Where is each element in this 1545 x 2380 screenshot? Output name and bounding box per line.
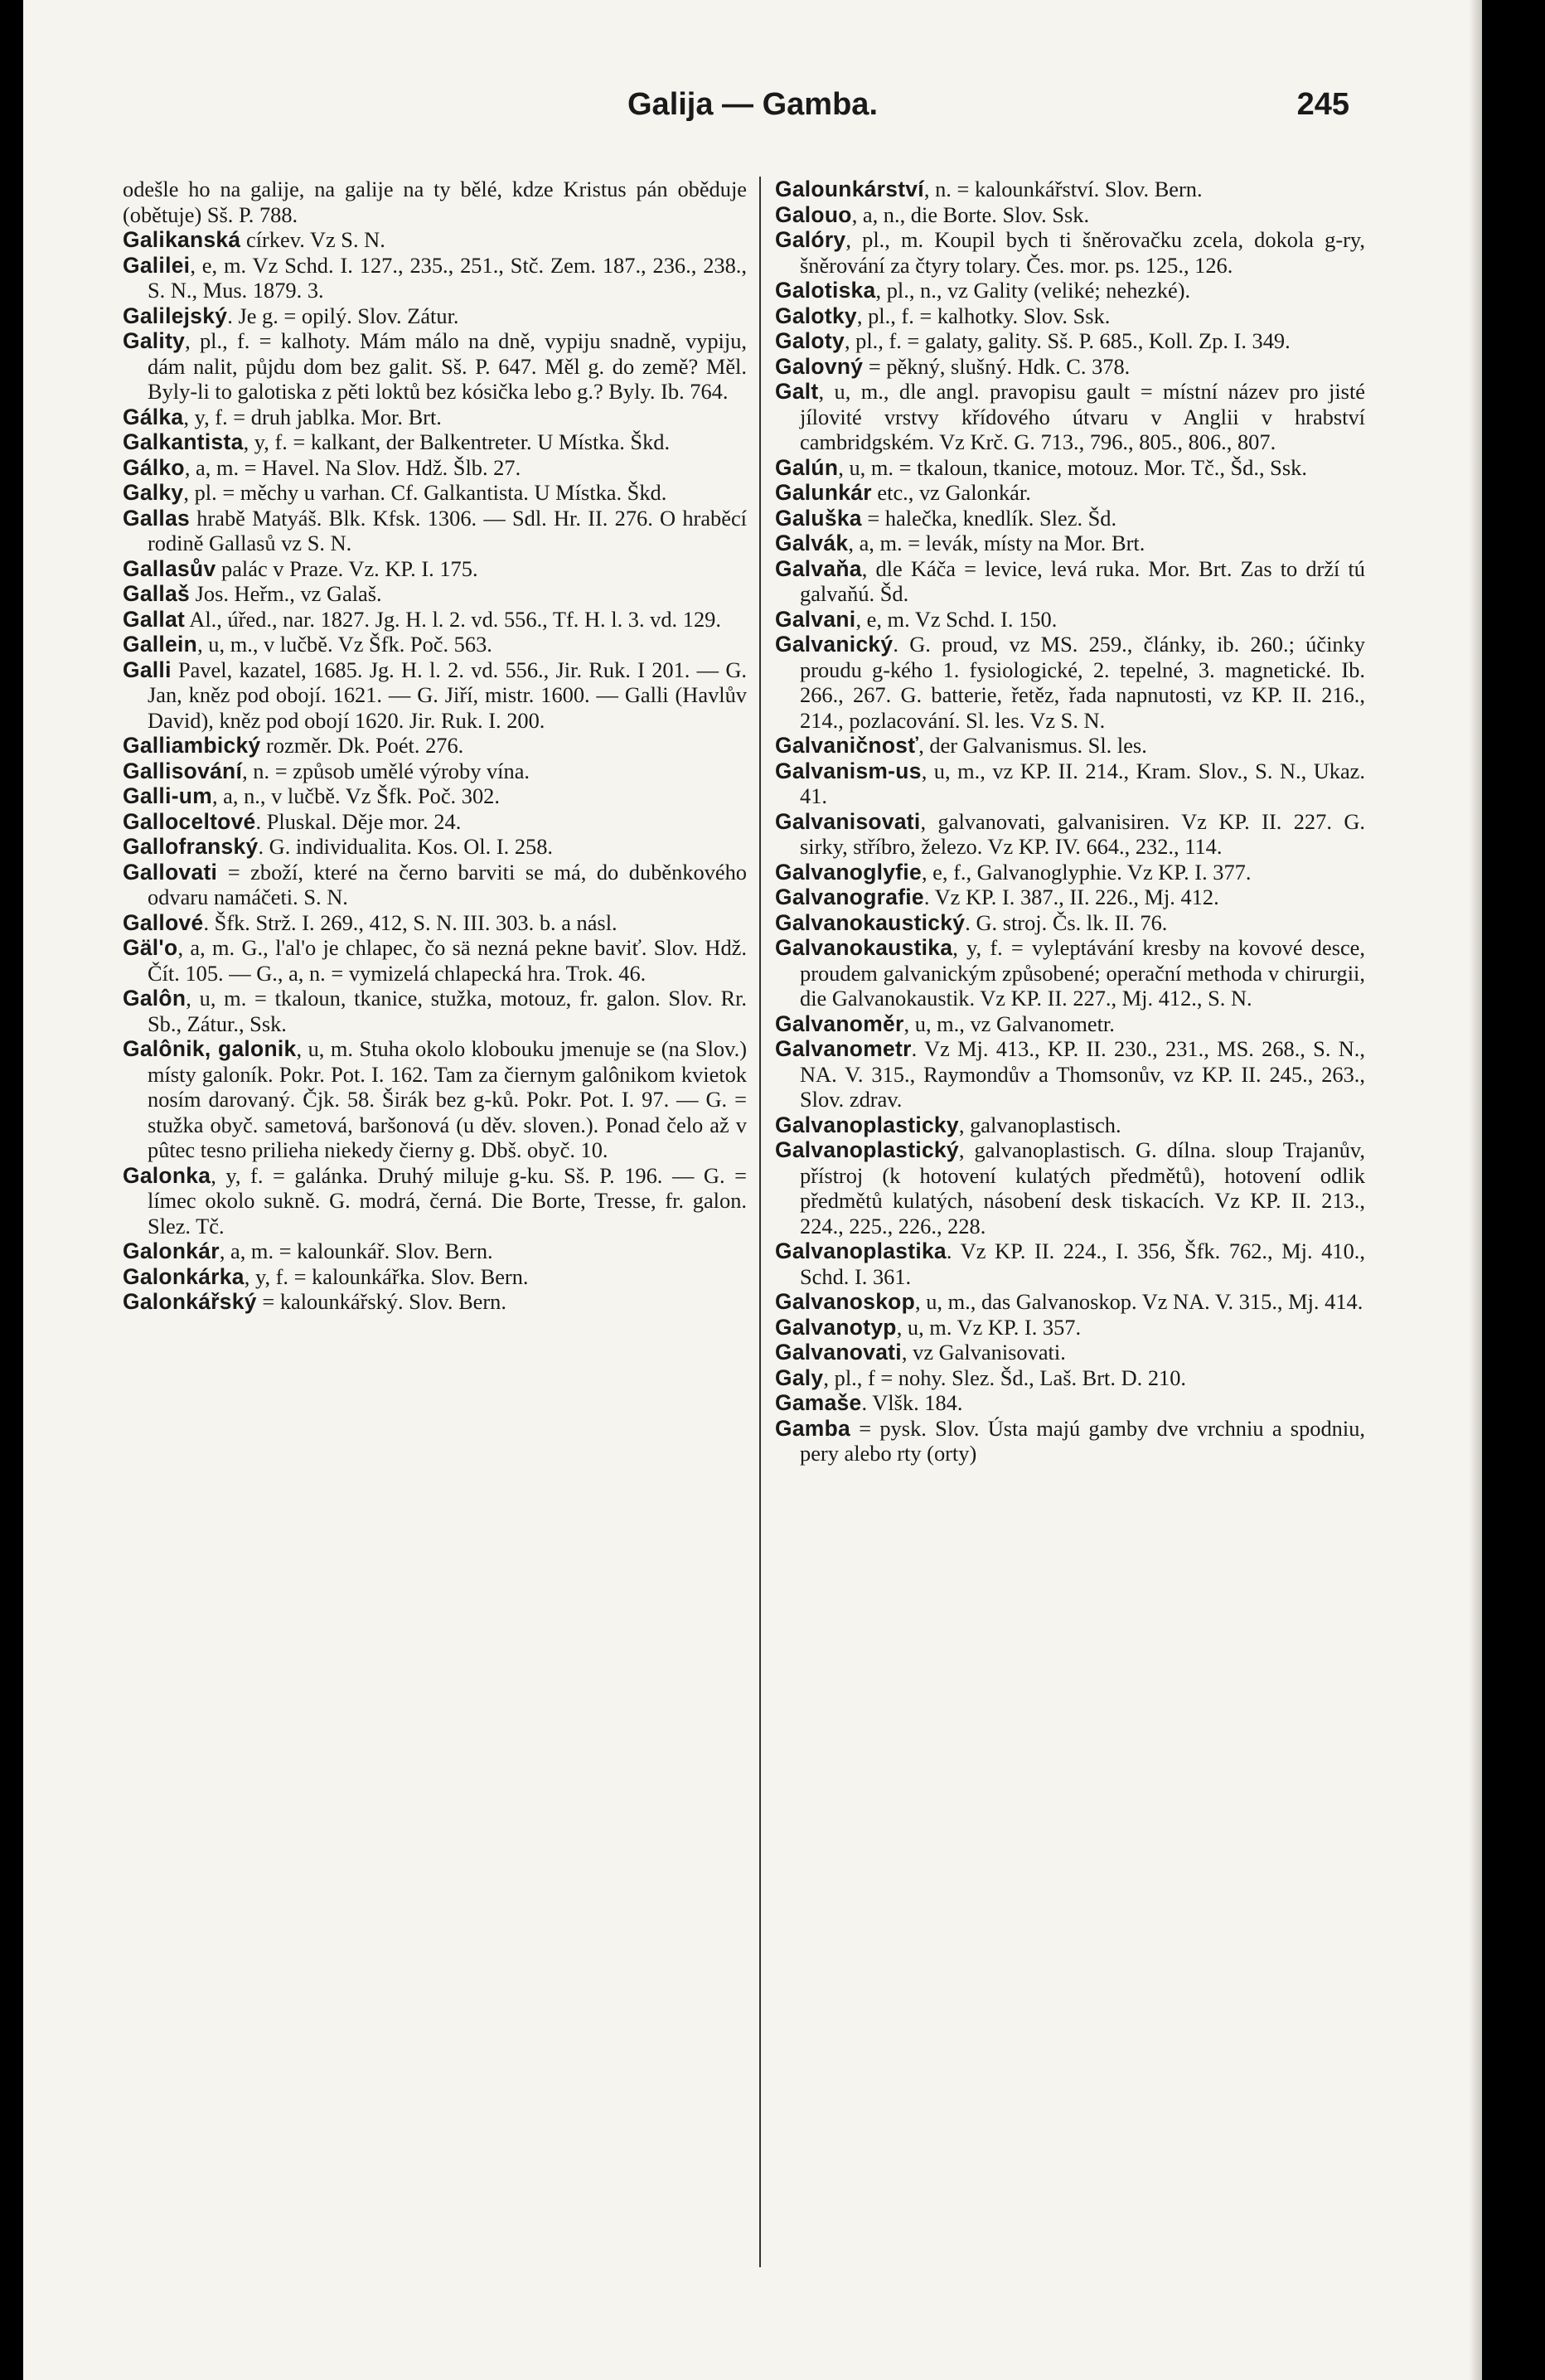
page-edge-shadow <box>1469 0 1482 2380</box>
dictionary-entry <box>123 405 747 430</box>
entry-text: , a, n., v lučbě. Vz Šfk. Poč. 302. <box>211 783 500 808</box>
entry-text: , y, f. = vyleptávání kresby na kovové desce, proudem galvanickým způsobené; operační methoda v chirurgii, die Galvanokaustik. Vz KP. II. 227., Mj. 412., S. N. <box>800 935 1365 1011</box>
dictionary-entry <box>775 733 1365 759</box>
dictionary-entry <box>775 227 1365 278</box>
entry-headword: Galouo <box>775 201 852 227</box>
entry-headword: Gallisování <box>123 758 243 783</box>
entry-headword: Galkantista <box>123 429 244 454</box>
entry-headword: Gallein <box>123 632 198 657</box>
entry-headword: Galóry <box>775 227 846 252</box>
entry-text: . Je g. = opilý. Slov. Zátur. <box>227 303 459 328</box>
entry-text: palác v Praze. Vz. KP. I. 175. <box>216 555 478 581</box>
dictionary-entry <box>775 1112 1365 1138</box>
entry-text: = pěkný, slušný. Hdk. C. 378. <box>863 353 1131 379</box>
page-header <box>23 87 1482 137</box>
entry-text: , a, m. = Havel. Na Slov. Hdž. Šlb. 27. <box>184 454 521 480</box>
entry-headword: Galliambický <box>123 733 261 758</box>
entry-text: , der Galvanismus. Sl. les. <box>918 733 1147 758</box>
dictionary-entry <box>123 581 747 607</box>
entry-headword: Gäl'o <box>123 935 178 960</box>
entry-text: , y, f. = kalounkářka. Slov. Bern. <box>244 1263 529 1289</box>
entry-text: , dle Káča = levice, levá ruka. Mor. Brt. Zas to drží tú galvaňú. Šd. <box>800 555 1365 606</box>
entry-text: , u, m., dle angl. pravopisu gault = místní název pro jisté jílovité vrstvy křídového útvaru v Anglii v hrabství cambridgském. Vz Krč. G. 713., 796., 805., 806., 807. <box>800 379 1365 454</box>
entry-text: , e, m. Vz Schd. I. 150. <box>855 606 1058 632</box>
entry-text: hrabě Matyáš. Blk. Kfsk. 1306. — Sdl. Hr. II. 276. O hraběcí rodině Gallasů vz S. N. <box>148 505 747 555</box>
dictionary-entry <box>123 910 747 936</box>
entry-headword: Gallovati <box>123 859 218 885</box>
entry-text: , u, m. = tkaloun, tkanice, motouz. Mor. Tč., Šd., Ssk. <box>838 454 1307 480</box>
entry-text: , a, m. = kalounkář. Slov. Bern. <box>219 1238 493 1263</box>
entry-text: , pl. = měchy u varhan. Cf. Galkantista. U Místka. Škd. <box>183 480 667 505</box>
entry-headword: Galonka <box>123 1162 211 1188</box>
entry-headword: Galovný <box>775 353 864 379</box>
page-number: 245 <box>1296 87 1349 122</box>
entry-text: . Šfk. Strž. I. 269., 412, S. N. III. 303. b. a násl. <box>203 909 618 935</box>
entry-headword: Galikanská <box>123 227 241 252</box>
entry-text: , a, n., die Borte. Slov. Ssk. <box>851 201 1090 227</box>
dictionary-entry <box>123 834 747 860</box>
entry-headword: Galôn <box>123 986 186 1011</box>
entry-text: Pavel, kazatel, 1685. Jg. H. l. 2. vd. 556., Jir. Ruk. I 201. — G. Jan, kněz pod obojí. 1621. — G. Jiří, mistr. 1600. — Galli (Havlův David), kněz pod obojí 1620. Jir. Ruk. I. 200. <box>148 657 747 733</box>
dictionary-entry <box>775 177 1365 202</box>
entry-text: . Vz Mj. 413., KP. II. 230., 231., MS. 268., S. N., NA. V. 315., Raymondův a Thomsonův, vz KP. II. 245., 263., Slov. zdrav. <box>800 1036 1365 1112</box>
entry-headword: Galvani <box>775 606 856 632</box>
entry-headword: Galt <box>775 379 819 404</box>
dictionary-entry <box>775 910 1365 936</box>
entry-headword: Gamaše <box>775 1390 862 1415</box>
entry-text: = halečka, knedlík. Slez. Šd. <box>861 505 1117 531</box>
entry-headword: Gality <box>123 328 186 353</box>
dictionary-entry <box>775 202 1365 228</box>
entry-headword: Galvanism-us <box>775 758 922 783</box>
entry-headword: Galounkárství <box>775 177 924 201</box>
entry-headword: Galvanografie <box>775 885 924 909</box>
entry-headword: Galvanisovati <box>775 808 921 834</box>
entry-headword: Galvanometr <box>775 1036 912 1061</box>
dictionary-entry <box>123 733 747 759</box>
entry-headword: Galotiska <box>775 278 876 303</box>
dictionary-entry <box>123 657 747 734</box>
dictionary-entry <box>775 1315 1365 1340</box>
dictionary-entry <box>123 328 747 405</box>
entry-headword: Gallofranský <box>123 834 259 859</box>
entry-text: , a, m. G., l'al'o je chlapec, čo sä nezná pekne baviť. Slov. Hdž. Čít. 105. — G., a, n. = vymizelá chlapecká hra. Trok. 46. <box>148 935 747 986</box>
entry-headword: Galvanoglyfie <box>775 859 922 885</box>
entry-text: , pl., f = nohy. Slez. Šd., Laš. Brt. D. 210. <box>823 1365 1187 1390</box>
entry-headword: Galli-um <box>123 783 212 808</box>
entry-headword: Galky <box>123 480 184 505</box>
entry-text: , a, m. = levák, místy na Mor. Brt. <box>848 531 1145 555</box>
dictionary-entry <box>775 860 1365 885</box>
dictionary-entry <box>775 480 1365 506</box>
dictionary-entry <box>775 1390 1365 1416</box>
dictionary-entry <box>775 759 1365 809</box>
entry-headword: Galônik, galonik <box>123 1036 297 1061</box>
dictionary-entry <box>123 253 747 303</box>
entry-text: , galvanoplastisch. <box>958 1112 1121 1137</box>
left-column <box>123 177 747 1315</box>
entry-text: . Vz KP. I. 387., II. 226., Mj. 412. <box>923 885 1219 909</box>
dictionary-entry <box>123 1289 747 1315</box>
entry-text: odešle ho na galije, na galije na ty bělé, kdze Kristus pán oběduje (obětuje) Sš. P. 788. <box>123 177 747 227</box>
column-divider <box>759 177 761 2267</box>
dictionary-entry <box>123 759 747 784</box>
dictionary-entry <box>775 1289 1365 1315</box>
entry-text: , galvanoplastisch. G. dílna. sloup Trajanův, přístroj (k hotovení kulatých předmětů), hotovení odlik předmětů kulatých, násobení desk tiskacích. Vz KP. II. 213., 224., 225., 226., 228. <box>800 1137 1365 1238</box>
entry-headword: Gallat <box>123 606 186 632</box>
entry-headword: Galvanoplastický <box>775 1137 959 1162</box>
entry-headword: Galvanický <box>775 632 894 657</box>
dictionary-entry <box>775 1340 1365 1365</box>
entry-text: , pl., f. = galaty, gality. Sš. P. 685., Koll. Zp. I. 349. <box>844 328 1291 353</box>
entry-headword: Galilei <box>123 252 191 278</box>
entry-text: , y, f. = druh jablka. Mor. Brt. <box>183 404 442 429</box>
dictionary-entry <box>775 1365 1365 1391</box>
dictionary-entry <box>775 455 1365 481</box>
dictionary-entry <box>123 1163 747 1239</box>
entry-headword: Galli <box>123 657 172 682</box>
entry-text: , n. = kalounkářství. Slov. Bern. <box>923 177 1203 201</box>
dictionary-entry <box>123 303 747 329</box>
entry-text: církev. Vz S. N. <box>240 227 385 252</box>
entry-headword: Galonkářský <box>123 1289 257 1314</box>
entry-headword: Galvanotyp <box>775 1314 897 1340</box>
dictionary-entry <box>775 809 1365 860</box>
dictionary-entry <box>775 1011 1365 1037</box>
entry-headword: Galvanoměr <box>775 1011 904 1036</box>
dictionary-entry <box>775 531 1365 556</box>
entry-headword: Galvanoplastika <box>775 1238 947 1263</box>
entry-text: = zboží, které na černo barviti se má, do duběnkového odvaru namáčeti. S. N. <box>148 859 747 909</box>
entry-headword: Gamba <box>775 1415 850 1441</box>
dictionary-entry <box>775 1137 1365 1238</box>
dictionary-entry <box>775 1416 1365 1466</box>
entry-headword: Galvanovati <box>775 1340 902 1365</box>
entry-headword: Galvanoplasticky <box>775 1112 959 1137</box>
entry-text: , y, f. = kalkant, der Balkentreter. U Místka. Škd. <box>243 429 671 454</box>
entry-text: , u, m. = tkaloun, tkanice, stužka, motouz, fr. galon. Slov. Rr. Sb., Zátur., Ssk. <box>148 986 747 1036</box>
entry-text: , pl., n., vz Gality (veliké; nehezké). <box>875 278 1191 303</box>
entry-text: , pl., f. = kalhotky. Slov. Ssk. <box>856 303 1111 328</box>
entry-text: = pysk. Slov. Ústa majú gamby dve vrchniu a spodniu, pery alebo rty (orty) <box>800 1415 1365 1466</box>
entry-text: . G. stroj. Čs. lk. II. 76. <box>965 909 1168 935</box>
entry-text: . G. proud, vz MS. 259., články, ib. 260.; účinky proudu g-kého 1. fysiologické, 2. tepelné, 3. magnetické. Ib. 266., 267. G. batterie, řetěz, řada napnutosti, vz KP. II. 216., 214., pozlacování. Sl. les. Vz S. N. <box>800 632 1365 733</box>
entry-text: . G. individualita. Kos. Ol. I. 258. <box>258 834 553 859</box>
entry-text: = kalounkářský. Slov. Bern. <box>256 1289 506 1314</box>
dictionary-entry <box>123 607 747 633</box>
entry-headword: Gallaš <box>123 581 191 606</box>
running-title: Galija — Gamba. <box>627 87 878 122</box>
dictionary-entry <box>775 885 1365 910</box>
entry-text: Al., úřed., nar. 1827. Jg. H. l. 2. vd. 556., Tf. H. l. 3. vd. 129. <box>185 606 721 632</box>
dictionary-entry <box>775 935 1365 1011</box>
dictionary-entry <box>123 227 747 253</box>
entry-headword: Gallasův <box>123 555 216 581</box>
dictionary-entry <box>123 809 747 835</box>
entry-text: , e, f., Galvanoglyphie. Vz KP. I. 377. <box>921 859 1252 885</box>
entry-headword: Galvaňa <box>775 555 862 581</box>
entry-text: , u, m. Vz KP. I. 357. <box>896 1314 1082 1340</box>
dictionary-entry <box>123 1036 747 1163</box>
entry-headword: Galún <box>775 454 839 480</box>
entry-text: , u, m., vz KP. II. 214., Kram. Slov., S. N., Ukaz. 41. <box>800 758 1365 808</box>
entry-headword: Galonkárka <box>123 1263 245 1289</box>
dictionary-entry <box>775 607 1365 633</box>
entry-headword: Galloceltové <box>123 808 256 834</box>
entry-headword: Gálko <box>123 454 185 480</box>
entry-headword: Galvanoskop <box>775 1289 916 1314</box>
entry-headword: Galilejský <box>123 303 228 328</box>
dictionary-entry <box>123 632 747 657</box>
dictionary-entry <box>775 632 1365 733</box>
entry-headword: Galvanokaustika <box>775 935 953 960</box>
dictionary-entry <box>123 506 747 556</box>
dictionary-entry <box>123 1238 747 1264</box>
entry-text: . Vlšk. 184. <box>861 1390 963 1415</box>
entry-text: Jos. Heřm., vz Galaš. <box>190 581 382 606</box>
entry-text: , pl., m. Koupil bych ti šněrovačku zcela, dokola g-ry, šněrování za čtyry tolary. Čes. mor. ps. 125., 126. <box>800 227 1365 278</box>
dictionary-entry <box>775 556 1365 607</box>
entry-text: , n. = způsob umělé výroby vína. <box>242 758 530 783</box>
entry-text: , u, m., v lučbě. Vz Šfk. Poč. 563. <box>197 632 492 657</box>
dictionary-entry <box>775 379 1365 455</box>
right-column <box>775 177 1365 1466</box>
entry-text: . Pluskal. Děje mor. 24. <box>255 808 462 834</box>
entry-headword: Gálka <box>123 404 184 429</box>
entry-headword: Galvanokaustický <box>775 909 966 935</box>
entry-headword: Galuška <box>775 505 862 531</box>
dictionary-entry <box>775 354 1365 380</box>
entry-text: , u, m., das Galvanoskop. Vz NA. V. 315., Mj. 414. <box>915 1289 1363 1314</box>
entry-text: , u, m., vz Galvanometr. <box>903 1011 1115 1036</box>
dictionary-entry <box>123 935 747 986</box>
dictionary-entry <box>123 480 747 506</box>
dictionary-entry <box>123 860 747 910</box>
entry-headword: Gallas <box>123 505 191 531</box>
entry-headword: Galvaničnosť <box>775 733 919 758</box>
entry-text: . Vz KP. II. 224., I. 356, Šfk. 762., Mj. 410., Schd. I. 361. <box>800 1238 1365 1289</box>
entry-headword: Galoty <box>775 328 845 353</box>
entry-headword: Galvák <box>775 531 849 555</box>
entry-text: , pl., f. = kalhoty. Mám málo na dně, vypiju snadně, vypiju, dám nalit, půjdu dom bez galit. Sš. P. 647. Měl g. do země? Měl. Byly-li to galotiska z pěti loktů bez kósička lebo g.? Byly. Ib. 764. <box>148 328 747 404</box>
entry-text: etc., vz Galonkár. <box>871 480 1031 505</box>
dictionary-entry <box>123 177 747 227</box>
entry-text: , e, m. Vz Schd. I. 127., 235., 251., Stč. Zem. 187., 236., 238., S. N., Mus. 1879. 3. <box>148 252 747 303</box>
entry-headword: Galonkár <box>123 1238 220 1263</box>
dictionary-entry <box>123 455 747 481</box>
entry-text: , galvanovati, galvanisiren. Vz KP. II. 227. G. sirky, stříbro, železo. Vz KP. IV. 664., 232., 114. <box>800 808 1365 859</box>
entry-text: , vz Galvanisovati. <box>901 1340 1066 1365</box>
dictionary-entry <box>123 1264 747 1290</box>
entry-headword: Galotky <box>775 303 857 328</box>
entry-text: , u, m. Stuha okolo klobouku jmenuje se (na Slov.) místy galoník. Pokr. Pot. I. 162. Tam za čiernym galônikom kvietok nosím darovaný. Čjk. 58. Širák bez g-ků. Pokr. Pot. I. 97. — G. = stužka obyč. sametová, baršonová (u děv. sloven.). Ponad čelo až v pûtec tesno prilieha niekedy čierny g. Dbš. obyč. 10. <box>148 1036 747 1162</box>
dictionary-entry <box>775 328 1365 354</box>
dictionary-page <box>23 0 1482 2380</box>
entry-headword: Galy <box>775 1365 824 1390</box>
entry-headword: Gallové <box>123 909 204 935</box>
entry-text: rozměr. Dk. Poét. 276. <box>260 733 464 758</box>
dictionary-entry <box>775 278 1365 303</box>
dictionary-entry <box>123 429 747 455</box>
dictionary-entry <box>775 303 1365 329</box>
dictionary-entry <box>123 783 747 809</box>
dictionary-entry <box>123 556 747 582</box>
dictionary-entry <box>775 1036 1365 1112</box>
dictionary-entry <box>123 986 747 1036</box>
entry-headword: Galunkár <box>775 480 872 505</box>
dictionary-entry <box>775 1238 1365 1289</box>
entry-text: , y, f. = galánka. Druhý miluje g-ku. Sš. P. 196. — G. = límec okolo sukně. G. modrá, černá. Die Borte, Tresse, fr. galon. Slez. Tč. <box>148 1162 747 1238</box>
dictionary-entry <box>775 506 1365 531</box>
